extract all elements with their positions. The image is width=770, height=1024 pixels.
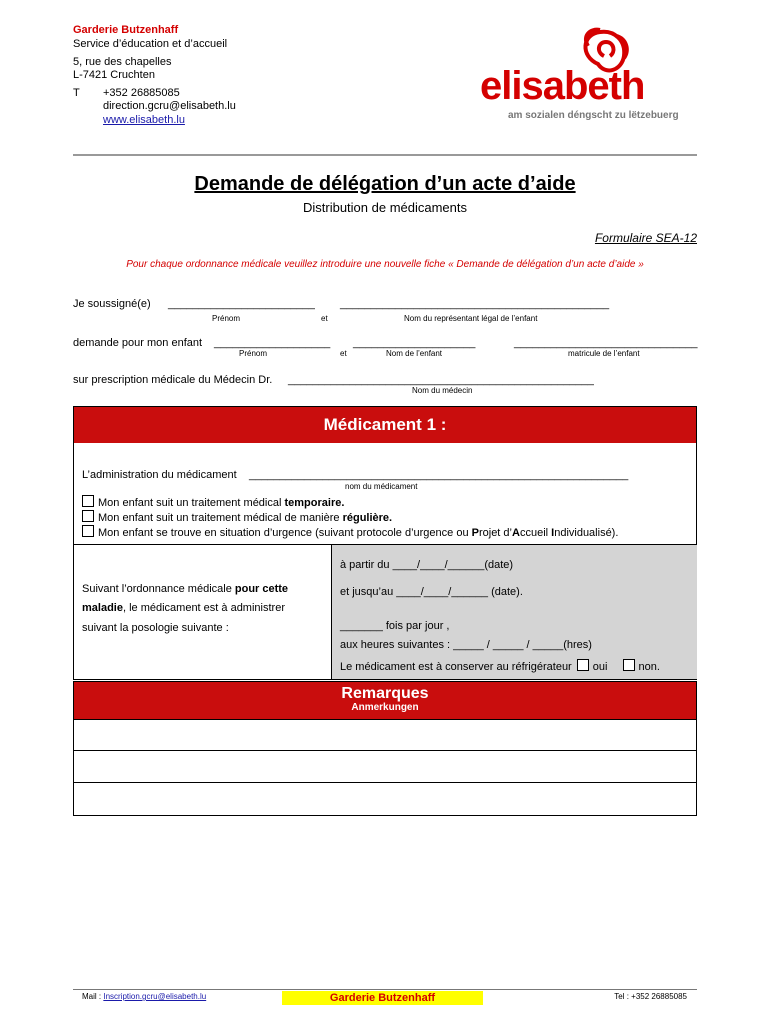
et-caption-2: et xyxy=(340,349,347,358)
remarques-field-1[interactable] xyxy=(74,719,696,750)
remarques-subtitle: Anmerkungen xyxy=(351,702,419,713)
phone-label: T xyxy=(73,87,80,99)
prenom-enfant-field[interactable]: ___________________ xyxy=(214,337,331,349)
medecin-caption: Nom du médecin xyxy=(412,386,473,395)
address-line2: L-7421 Cruchten xyxy=(73,69,155,81)
medecin-field[interactable]: __________________________________________________ xyxy=(288,374,594,386)
et-caption: et xyxy=(321,314,328,323)
prenom-parent-field[interactable]: ________________________ xyxy=(168,298,315,310)
date-fin-field[interactable]: et jusqu’au ____/____/______ (date). xyxy=(340,586,523,598)
remarques-field-2[interactable] xyxy=(74,751,696,782)
prenom-caption: Prénom xyxy=(212,314,241,323)
medicament-header: Médicament 1 : xyxy=(74,407,696,443)
nom-representant-caption: Nom du représentant légal de l’enfant xyxy=(404,314,538,323)
email-text: direction.gcru@elisabeth.lu xyxy=(103,100,236,112)
footer-mail-link[interactable]: Inscription.gcru@elisabeth.lu xyxy=(103,992,207,1001)
posologie-left-line3: suivant la posologie suivante : xyxy=(82,622,229,634)
non-checkbox[interactable] xyxy=(623,659,635,671)
refrigerateur-row: Le médicament est à conserver au réfrigérateur oui non. xyxy=(340,661,660,673)
urgence-a: A xyxy=(512,527,520,539)
footer-center: Garderie Butzenhaff xyxy=(282,991,483,1005)
urgence-text-2: rojet d’ xyxy=(478,527,512,539)
prescription-label: sur prescription médicale du Médecin Dr. xyxy=(73,374,273,386)
page-subtitle: Distribution de médicaments xyxy=(302,200,468,215)
nom-representant-field[interactable]: ____________________________________________ xyxy=(340,298,610,310)
urgence-text-3: ccueil xyxy=(519,527,552,539)
reguliere-bold: régulière. xyxy=(342,512,393,524)
matricule-caption: matricule de l’enfant xyxy=(568,349,640,358)
website-link[interactable]: www.elisabeth.lu xyxy=(103,114,185,126)
remarques-title: Remarques xyxy=(341,685,429,702)
checkbox-row-reguliere xyxy=(82,510,392,524)
reguliere-checkbox[interactable] xyxy=(82,510,94,522)
reguliere-text: Mon enfant suit un traitement médical de manière xyxy=(98,512,343,524)
urgence-text-1: Mon enfant se trouve en situation d’urgence (suivant protocole d’urgence ou xyxy=(98,527,472,539)
temporaire-checkbox[interactable] xyxy=(82,495,94,507)
soussigne-label: Je soussigné(e) xyxy=(73,298,151,310)
logo-tagline: am sozialen déngscht zu lëtzebuerg xyxy=(508,110,679,121)
elisabeth-logo xyxy=(480,26,700,126)
urgence-text-4: ndividualisé). xyxy=(554,527,619,539)
remarques-header xyxy=(74,682,696,719)
checkbox-row-urgence xyxy=(82,525,618,539)
prenom-enfant-caption: Prénom xyxy=(239,349,268,358)
urgence-p: P xyxy=(471,527,479,539)
logo-word: elisabeth xyxy=(480,64,645,108)
header-divider xyxy=(73,154,697,156)
page-title: Demande de délégation d’un acte d’aide xyxy=(194,173,576,195)
nom-medicament-field[interactable]: ______________________________________________________________ xyxy=(249,469,629,481)
administration-label: L’administration du médicament xyxy=(82,469,237,481)
checkbox-row-temporaire xyxy=(82,495,344,509)
demande-label: demande pour mon enfant xyxy=(73,337,203,349)
temporaire-bold: temporaire. xyxy=(284,497,345,509)
fois-par-jour-field[interactable]: _______ fois par jour , xyxy=(340,620,450,632)
footer-tel: Tel : +352 26885085 xyxy=(614,992,687,1001)
remarques-field-3[interactable] xyxy=(74,783,696,815)
nom-medicament-caption: nom du médicament xyxy=(345,482,418,491)
date-debut-field[interactable]: à partir du ____/____/______(date) xyxy=(340,559,514,571)
temporaire-text: Mon enfant suit un traitement médical xyxy=(98,497,285,509)
org-name: Garderie Butzenhaff xyxy=(73,24,179,36)
footer-mail: Mail : Inscription.gcru@elisabeth.lu xyxy=(82,992,207,1001)
matricule-field[interactable]: ______________________________ xyxy=(514,337,698,349)
urgence-checkbox[interactable] xyxy=(82,525,94,537)
address-line1: 5, rue des chapelles xyxy=(73,56,172,68)
form-code: Formulaire SEA-12 xyxy=(594,231,697,245)
footer-divider xyxy=(73,989,697,990)
service-name: Service d’éducation et d’accueil xyxy=(73,38,228,50)
phone-number: +352 26885085 xyxy=(103,87,180,99)
urgence-i: I xyxy=(551,527,555,539)
oui-checkbox[interactable] xyxy=(577,659,589,671)
posologie-left-line2: maladie, le médicament est à administrer xyxy=(82,602,285,614)
nom-enfant-caption: Nom de l’enfant xyxy=(386,349,443,358)
heures-field[interactable]: aux heures suivantes : _____ / _____ / _____(hres) xyxy=(340,639,592,651)
nom-enfant-field[interactable]: ____________________ xyxy=(353,337,476,349)
instruction-text: Pour chaque ordonnance médicale veuillez introduire une nouvelle fiche « Demande de délégation d’un acte d’aide » xyxy=(126,259,644,270)
posologie-left-line1: Suivant l’ordonnance médicale pour cette xyxy=(82,583,289,595)
